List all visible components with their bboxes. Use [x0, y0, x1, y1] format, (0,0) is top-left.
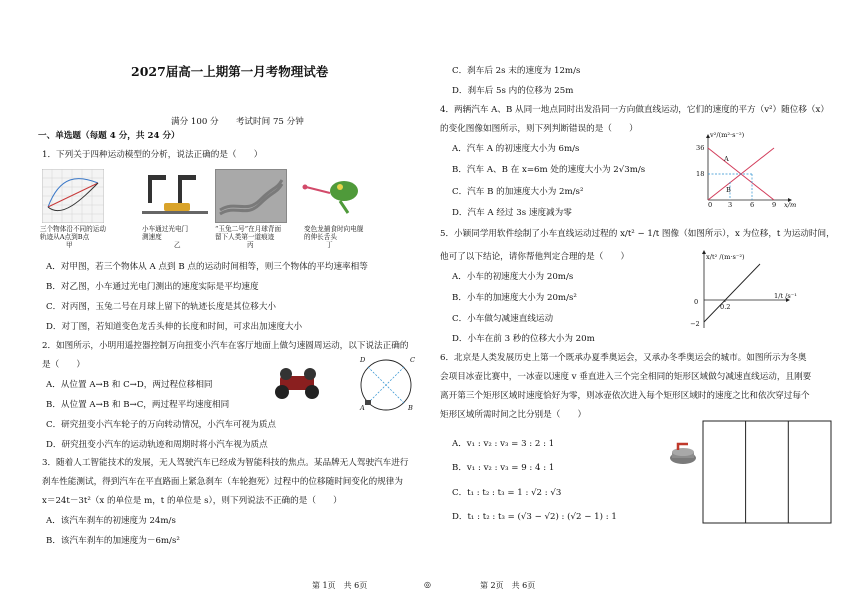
q5-graph-ytick: −2: [690, 320, 700, 328]
q2-line-2: 是（ ）: [42, 360, 85, 370]
exam-title: 2027届高一上期第一月考物理试卷: [131, 64, 329, 79]
section-heading: 一、单选题（每题 4 分，共 24 分）: [38, 131, 180, 141]
q2-option-d: D．研究扭变小汽车的运动轨迹和周期时将小汽车视为质点: [46, 440, 268, 450]
q3-line-3: x＝24t－3t²（x 的单位是 m，t 的单位是 s），则下列说法不正确的是（ ）: [42, 496, 342, 506]
q1-cap-bing-2: 留下人类第一道痕迹: [215, 233, 275, 241]
q6-option-c: C．t₁ : t₂ : t₃ = 1 : √2 : √3: [452, 488, 562, 498]
q4-line-2: 的变化图像如图所示，则下列判断错误的是（ ）: [440, 124, 638, 134]
exam-subtitle: 满分 100 分 考试时间 75 分钟: [171, 117, 304, 127]
q6-three-regions: [702, 420, 832, 524]
q2-line-1: 2．如图所示，小明用遥控器控制万向扭变小汽车在客厅地面上做匀速圆周运动，以下说法正确的: [42, 341, 409, 351]
q4-graph-line-a-label: A: [724, 155, 729, 163]
q4-option-b: B．汽车 A、B 在 x=6m 处的速度大小为 2√3m/s: [452, 165, 646, 175]
q5-graph: [690, 250, 798, 330]
q2-label-c: C: [410, 356, 416, 364]
q4-line-1: 4．两辆汽车 A、B 从同一地点同时出发沿同一方向做直线运动，它们的速度的平方（v²）随位移（x）: [440, 105, 829, 115]
q4-graph-xtick-3: 3: [728, 201, 733, 209]
q5-line-1: 5．小颖同学用软件绘制了小车直线运动过程的 x/t² − 1/t 图像（如图所示），x 为位移，t 为运动时间，: [440, 229, 835, 239]
q1-stem: 1．下列关于四种运动模型的分析，说法正确的是（ ）: [42, 150, 263, 160]
q1-cap-ding-2: 的伸长舌头: [304, 233, 337, 241]
q5-option-d: D．小车在前 3 秒的位移大小为 20m: [452, 334, 595, 344]
q2-toy-car-image: [272, 366, 324, 402]
q5-option-a: A．小车的初速度大小为 20m/s: [452, 272, 574, 282]
q1-option-c: C．对丙图，玉兔二号在月球上留下的轨迹长度是其位移大小: [46, 302, 277, 312]
q2-label-a: A: [360, 404, 365, 412]
q6-line-1: 6．北京是人类发展历史上第一个既承办夏季奥运会，又承办冬季奥运会的城市。如图所示为冬奥: [440, 353, 807, 363]
q4-graph-line-b-label: B: [726, 186, 731, 194]
q2-option-c: C．研究扭变小汽车轮子的万向转动情况，小汽车可视为质点: [46, 420, 277, 430]
q3-line-1: 3．随着人工智能技术的发展，无人驾驶汽车已经成为智能科技的焦点。某品牌无人驾驶汽车进行: [42, 458, 409, 468]
q3-option-d: D．刹车后 5s 内的位移为 25m: [452, 86, 574, 96]
q4-graph-ytick-36: 36: [696, 144, 705, 152]
q5-graph-xlabel: 1/t /s⁻¹: [774, 292, 797, 300]
q1-option-d: D．对丁图，若知道变色龙舌头伸的长度和时间，可求出加速度大小: [46, 322, 303, 332]
q2-option-a: A．从位置 A→B 和 C→D，两过程位移相同: [46, 380, 213, 390]
q1-tag-ding: 丁: [326, 241, 333, 249]
q1-option-a: A．对甲图，若三个物体从 A 点到 B 点的运动时间相等，则三个物体的平均速率相等: [46, 262, 368, 272]
q5-option-b: B．小车的加速度大小为 20m/s²: [452, 293, 577, 303]
q2-label-b: B: [408, 404, 413, 412]
footer-page-right: 第 2页 共 6页: [480, 581, 536, 590]
q1-cap-jia-1: 三个物体沿不同的运动: [40, 225, 106, 233]
q5-graph-origin: 0: [694, 298, 699, 306]
moon-track-image: [216, 170, 286, 222]
q1-figure-yi: [142, 171, 208, 221]
q1-cap-yi-1: 小车通过光电门: [142, 225, 189, 233]
q6-line-4: 矩形区域所需时间之比分别是（ ）: [440, 410, 587, 420]
q4-option-a: A．汽车 A 的初速度大小为 6m/s: [452, 144, 580, 154]
q1-figure-jia: [42, 169, 104, 223]
q5-line-2: 他可了以下结论，请你帮他判定合理的是（ ）: [440, 252, 630, 262]
q4-graph-ytick-18: 18: [696, 170, 705, 178]
q6-option-a: A．v₁ : v₂ : v₃ = 3 : 2 : 1: [452, 439, 555, 449]
q4-graph-ylabel: v²/(m²·s⁻²): [710, 131, 745, 139]
q1-tag-bing: 丙: [247, 241, 254, 249]
q6-line-2: 会项目冰壶比赛中，一冰壶以速度 v 垂直进入三个完全相同的矩形区域做匀减速直线运动，且刚要: [440, 372, 812, 382]
q4-option-c: C．汽车 B 的加速度大小为 2m/s²: [452, 187, 584, 197]
q1-figure-ding: [300, 169, 360, 221]
q1-cap-jia-2: 轨迹从A点到B点: [40, 233, 90, 241]
q4-v2-x-graph: [688, 132, 798, 212]
q2-option-b: B．从位置 A→B 和 B→C，两过程平均速度相同: [46, 400, 230, 410]
q2-label-d: D: [360, 356, 366, 364]
q1-cap-ding-1: 变色龙捕食时向电舰: [304, 225, 364, 233]
q6-option-d: D．t₁ : t₂ : t₃ = (√3 − √2) : (√2 − 1) : 1: [452, 512, 617, 522]
q4-option-d: D．汽车 A 经过 3s 速度减为零: [452, 208, 572, 218]
q1-figure-bing: [215, 169, 287, 223]
footer-separator: ◎: [424, 580, 431, 589]
q5-option-c: C．小车做匀减速直线运动: [452, 314, 554, 324]
q3-option-a: A．该汽车刹车的初速度为 24m/s: [46, 516, 176, 526]
q4-graph-xtick-9: 9: [772, 201, 777, 209]
q6-option-b: B．v₁ : v₂ : v₃ = 9 : 4 : 1: [452, 463, 555, 473]
q1-option-b: B．对乙图，小车通过光电门测出的速度实际是平均速度: [46, 282, 259, 292]
footer-page-left: 第 1页 共 6页: [312, 581, 368, 590]
q4-graph-xlabel: x/m: [784, 201, 797, 209]
q1-tag-yi: 乙: [174, 241, 181, 249]
q3-line-2: 刹车性能测试，得到汽车在平直路面上紧急刹车（车轮抱死）过程中的位移随时间变化的规律为: [42, 477, 403, 487]
q1-tag-jia: 甲: [66, 241, 73, 249]
q5-graph-xtick: 0.2: [720, 303, 731, 311]
q1-cap-yi-2: 测速度: [142, 233, 162, 241]
q4-graph-xtick-0: 0: [708, 201, 713, 209]
q3-option-b: B．该汽车刹车的加速度为－6m/s²: [46, 536, 180, 546]
curling-stone-icon: [668, 440, 698, 466]
q5-graph-ylabel: x/t² /(m·s⁻²): [706, 253, 745, 261]
q4-graph-xtick-6: 6: [750, 201, 755, 209]
q6-line-3: 离开第三个矩形区域时速度恰好为零，则冰壶依次进入每个矩形区域时的速度之比和依次穿过每个: [440, 391, 810, 401]
q3-option-c: C．刹车后 2s 末的速度为 12m/s: [452, 66, 581, 76]
q1-cap-bing-1: “玉兔二号”在月球背面: [215, 225, 282, 233]
